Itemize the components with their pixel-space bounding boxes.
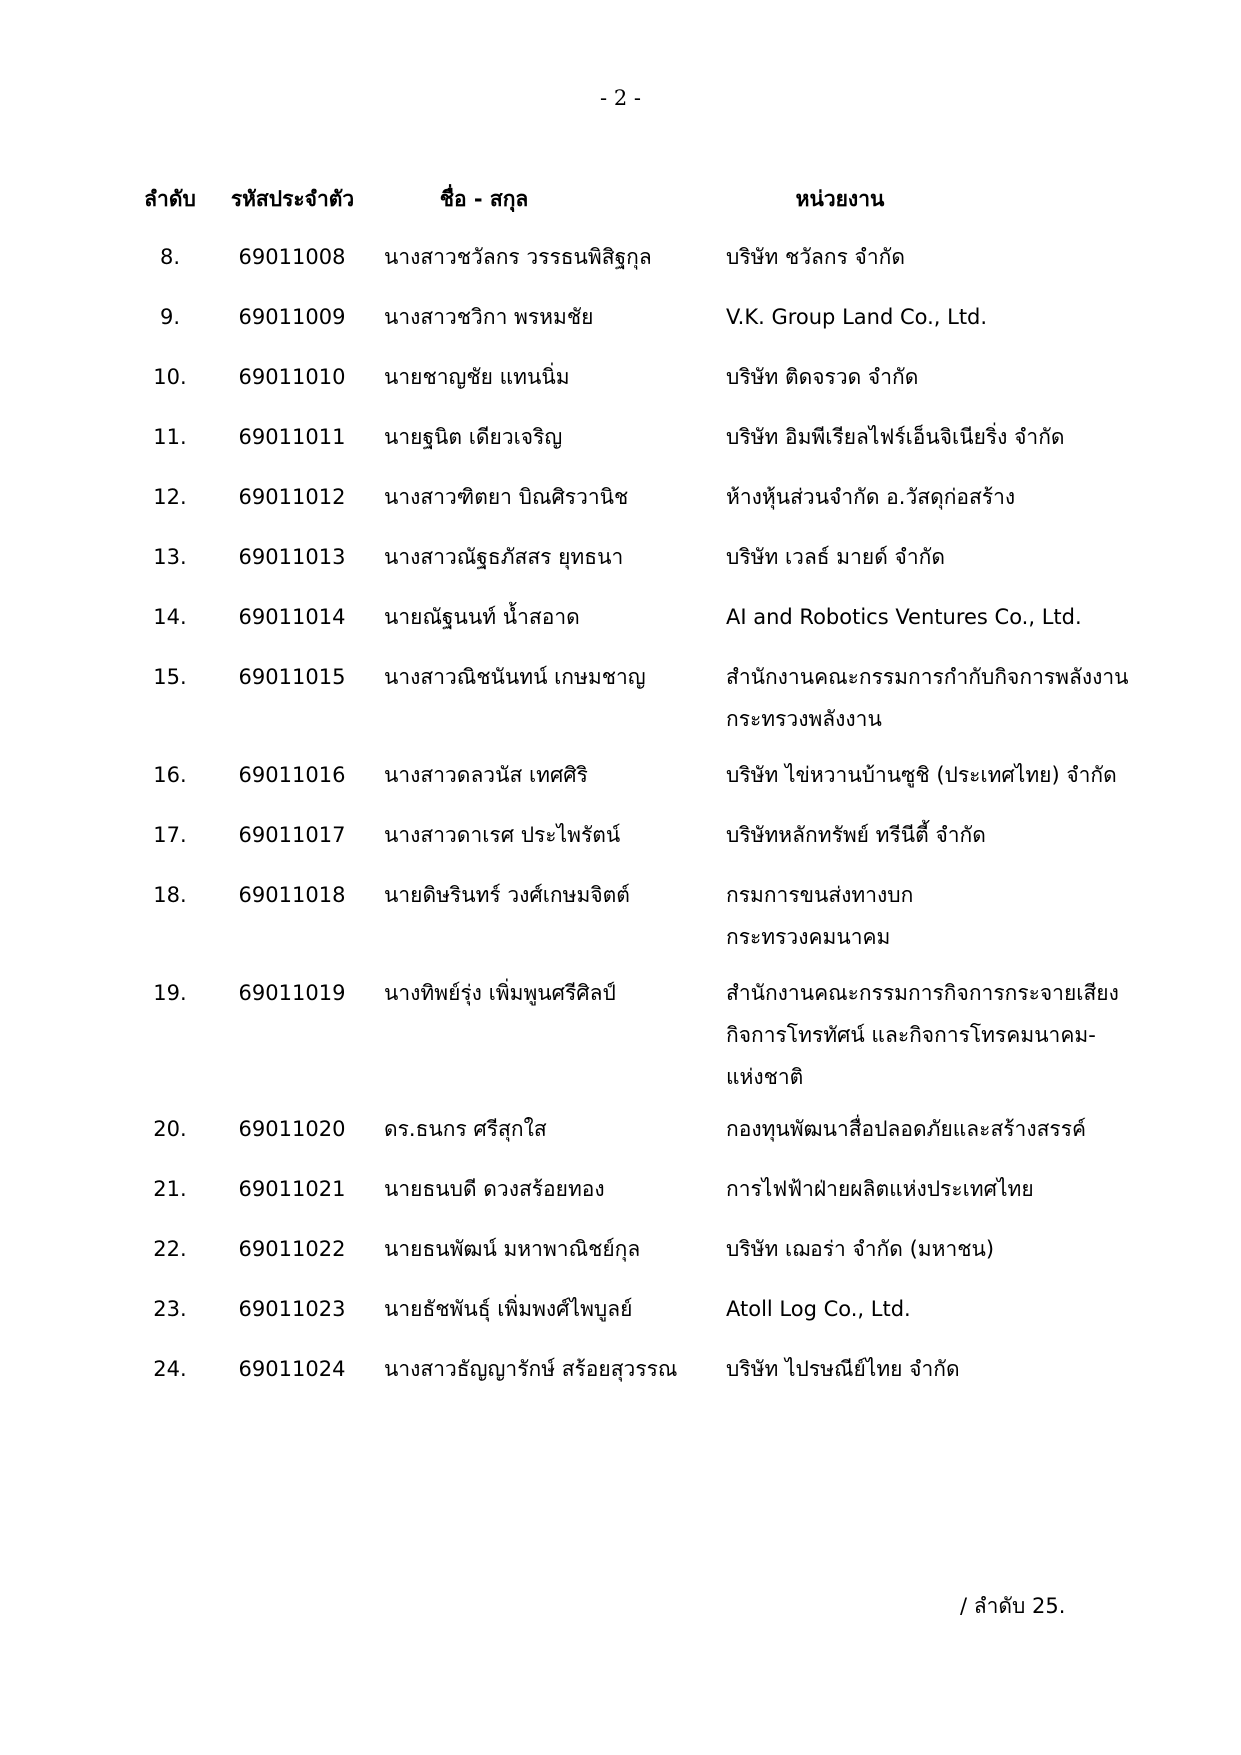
row-org-line: Atoll Log Co., Ltd. (726, 1297, 911, 1321)
row-name: นายธนบดี ดวงสร้อยทอง (384, 1177, 605, 1201)
row-id: 69011022 (238, 1237, 346, 1261)
header-name: ชื่อ - สกุล (439, 187, 529, 211)
participant-table (0, 178, 1241, 1381)
row-id: 69011010 (238, 365, 346, 389)
row-org (726, 1348, 960, 1390)
row-org-line: บริษัท อิมพีเรียลไฟร์เอ็นจิเนียริ่ง จำกัด (726, 425, 1065, 449)
row-org-line: แห่งชาติ (726, 1065, 804, 1089)
row-org (726, 754, 1117, 796)
row-no: 23. (153, 1297, 187, 1321)
row-no: 8. (159, 245, 181, 269)
row-org-line: บริษัท เวลธ์ มายด์ จำกัด (726, 545, 946, 569)
row-org (726, 814, 986, 856)
row-org-line: กระทรวงคมนาคม (726, 925, 891, 949)
row-no: 12. (153, 485, 187, 509)
row-no: 9. (159, 305, 181, 329)
row-org (726, 874, 913, 958)
row-no: 14. (153, 605, 187, 629)
row-org-line: สำนักงานคณะกรรมการกิจการกระจายเสียง (726, 981, 1119, 1005)
row-id: 69011024 (238, 1357, 346, 1381)
row-name: นายณัฐนนท์ น้ำสอาด (384, 605, 580, 629)
row-org (726, 972, 1119, 1098)
row-org-line: ห้างหุ้นส่วนจำกัด อ.วัสดุก่อสร้าง (726, 485, 1016, 509)
row-org-line: การไฟฟ้าฝ่ายผลิตแห่งประเทศไทย (726, 1177, 1034, 1201)
row-org-line: กรมการขนส่งทางบก (726, 883, 914, 907)
row-org-line: บริษัทหลักทรัพย์ ทรีนีตี้ จำกัด (726, 823, 986, 847)
row-no: 10. (153, 365, 187, 389)
row-id: 69011021 (238, 1177, 346, 1201)
footer-continuation-note: / ลำดับ 25. (960, 1594, 1066, 1618)
row-id: 69011009 (238, 305, 346, 329)
row-no: 22. (153, 1237, 187, 1261)
row-name: นางทิพย์รุ่ง เพิ่มพูนศรีศิลป์ (384, 981, 616, 1005)
row-name: นางสาวดลวนัส เทศศิริ (384, 763, 588, 787)
row-org-line: สำนักงานคณะกรรมการกำกับกิจการพลังงาน (726, 665, 1129, 689)
row-id: 69011013 (238, 545, 346, 569)
row-id: 69011018 (238, 883, 346, 907)
row-no: 11. (153, 425, 187, 449)
row-id: 69011017 (238, 823, 346, 847)
row-org-line: AI and Robotics Ventures Co., Ltd. (726, 605, 1082, 629)
row-org (726, 476, 1015, 518)
row-name: นางสาวธัญญารักษ์ สร้อยสุวรรณ (384, 1357, 678, 1381)
row-id: 69011023 (238, 1297, 346, 1321)
row-org (726, 656, 1129, 740)
row-name: นางสาวชวัลกร วรรธนพิสิฐกุล (384, 245, 652, 269)
row-org (726, 236, 905, 278)
row-org (726, 1288, 911, 1330)
row-name: นางสาวณิชนันทน์ เกษมชาญ (384, 665, 646, 689)
row-org-line: บริษัท ติดจรวด จำกัด (726, 365, 919, 389)
row-name: นายธัชพันธุ์ เพิ่มพงศ์ไพบูลย์ (384, 1297, 633, 1321)
row-id: 69011012 (238, 485, 346, 509)
row-id: 69011011 (238, 425, 346, 449)
page-number: - 2 - (600, 86, 641, 110)
row-id: 69011015 (238, 665, 346, 689)
row-no: 17. (153, 823, 187, 847)
row-no: 15. (153, 665, 187, 689)
row-org-line: กองทุนพัฒนาสื่อปลอดภัยและสร้างสรรค์ (726, 1117, 1087, 1141)
row-no: 21. (153, 1177, 187, 1201)
row-no: 19. (153, 981, 187, 1005)
row-id: 69011020 (238, 1117, 346, 1141)
row-name: นางสาวฑิตยา บิณศิรวานิช (384, 485, 629, 509)
header-id: รหัสประจำตัว (230, 187, 355, 211)
row-org-line: กิจการโทรทัศน์ และกิจการโทรคมนาคม- (726, 1023, 1096, 1047)
row-org (726, 536, 945, 578)
row-name: นายธนพัฒน์ มหาพาณิชย์กุล (384, 1237, 641, 1261)
row-name: นายดิษรินทร์ วงศ์เกษมจิตต์ (384, 883, 630, 907)
row-org (726, 416, 1065, 458)
row-org (726, 1228, 994, 1270)
row-org (726, 1108, 1086, 1150)
row-org-line: บริษัท ไปรษณีย์ไทย จำกัด (726, 1357, 960, 1381)
row-org-line: V.K. Group Land Co., Ltd. (726, 305, 988, 329)
row-org (726, 1168, 1034, 1210)
row-org-line: บริษัท ชวัลกร จำกัด (726, 245, 906, 269)
row-no: 16. (153, 763, 187, 787)
row-name: นางสาวณัฐธภัสสร ยุทธนา (384, 545, 624, 569)
row-name: ดร.ธนกร ศรีสุกใส (384, 1117, 547, 1141)
row-id: 69011019 (238, 981, 346, 1005)
row-name: นายชาญชัย แทนนิ่ม (384, 365, 570, 389)
row-no: 20. (153, 1117, 187, 1141)
row-org-line: กระทรวงพลังงาน (726, 707, 882, 731)
row-id: 69011016 (238, 763, 346, 787)
row-name: นายฐนิต เดียวเจริญ (384, 425, 563, 449)
row-name: นางสาวดาเรศ ประไพรัตน์ (384, 823, 621, 847)
row-org-line: บริษัท เฌอร่า จำกัด (มหาชน) (726, 1237, 995, 1261)
table-header (0, 178, 1241, 220)
row-org (726, 596, 1082, 638)
row-name: นางสาวชวิกา พรหมชัย (384, 305, 594, 329)
row-no: 18. (153, 883, 187, 907)
row-no: 13. (153, 545, 187, 569)
row-id: 69011008 (238, 245, 346, 269)
row-org-line: บริษัท ไข่หวานบ้านซูชิ (ประเทศไทย) จำกัด (726, 763, 1117, 787)
row-no: 24. (153, 1357, 187, 1381)
row-org (726, 296, 987, 338)
header-no: ลำดับ (144, 187, 196, 211)
row-id: 69011014 (238, 605, 346, 629)
row-org (726, 356, 918, 398)
header-org: หน่วยงาน (795, 187, 885, 211)
